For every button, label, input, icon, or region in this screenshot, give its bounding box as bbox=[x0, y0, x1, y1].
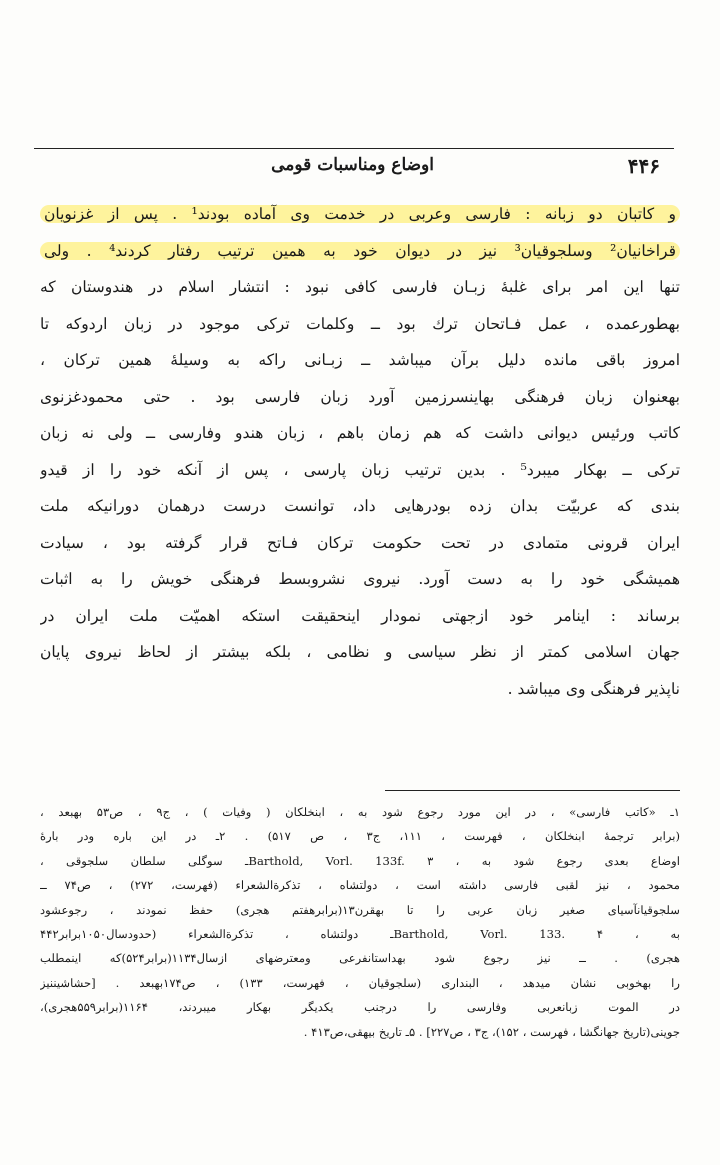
body-line-4: بهطورعمده ، عمل فـاتحان ترك بود ــ وكلمات تركی موجود در زبان اردوكه تا bbox=[40, 314, 680, 333]
footnote-line-10: جوینی(تاریخ جهانگشا ، فهرست ، ۱۵۲)، ج۳ ، ص۲۲۷] . ۵ـ تاریخ بیهقی،ص۴۱۳ . bbox=[303, 1024, 680, 1039]
footnote-divider bbox=[385, 790, 680, 791]
page-header bbox=[34, 148, 674, 183]
body-line-8: تركی ــ بهكار میبرد⁵ . بدین ترتیب زبان پارسی ، پس از آنكه خود را از قیدو bbox=[40, 460, 680, 479]
body-line-3: تنها این امر برای غلبهٔ زبـان فارسی کافی نبود : انتشار اسلام در هندوستان که bbox=[40, 278, 680, 296]
highlight: قراخانیان² وسلجوقیان³ نیز در دیوان خود به همین ترتیب رفتار کردند⁴ . ولی bbox=[40, 242, 680, 260]
footnote-line-6: به ، Barthold, Vorl. 133. ۴ـ دولتشاه ، تذكرةالشعراء (حدودسال۱۰۵۰برابر۴۴۲ bbox=[40, 926, 680, 941]
body-line-12: برساند : اینامر خود ازجهتی نمودار اینحقیقت استكه اهمیّت ملت ایران در bbox=[40, 606, 680, 625]
body-line-1 bbox=[40, 196, 680, 233]
footnote-line-5: سلجوقیانآسیای صغیر زبان عربی را تا بهقرن۱۳(برابرهفتم هجری) حفظ نمودند ، رجوعشود bbox=[40, 902, 680, 917]
body-line-5: امروز باقی مانده دلیل برآن میباشد ــ زبـانی راكه به وسیلهٔ همین تركان ، bbox=[40, 351, 680, 369]
footnotes bbox=[40, 800, 680, 1044]
running-title: اوضاع ومناسبات قومی bbox=[271, 155, 434, 175]
body-line-2 bbox=[40, 233, 680, 270]
page-number: ۴۴۶ bbox=[627, 154, 660, 178]
highlight: و کاتبان دو زبانه : فارسی وعربی در خدمت وی آماده بودند¹ . پس از غزنویان bbox=[40, 205, 680, 223]
body-line-14: ناپذیر فرهنگی وی میباشد . bbox=[507, 679, 680, 698]
footnote-line-4: محمود ، نیز لقبی فارسی داشته است ، دولتشاه ، تذكرةالشعراء (فهرست، ۲۷۲) ، ص۷۴ ــ bbox=[40, 878, 680, 893]
footnote-line-2: (برابر ترجمهٔ ابنخلكان ، فهرست ، ۱۱۱، ج۳ ، ص ۵۱۷) . ۲ـ در این باره ودر بارهٔ bbox=[40, 829, 680, 844]
body-line-13: جهان اسلامی كمتر از نظر سیاسی و نظامی ، بلكه بیشتر از لحاظ نیروی پایان bbox=[40, 643, 680, 661]
footnote-line-8: را بهخوبی نشان میدهد ، البنداری (سلجوقیان ، فهرست، ۱۳۳) ، ص۱۷۴بهبعد . [حشاشیننیز bbox=[40, 975, 680, 990]
footnote-line-3: اوضاع بعدی رجوع شود به ، Barthold, Vorl. 133f. ۳ـ سوگلی سلطان سلجوقی ، bbox=[40, 853, 680, 868]
body-line-10: ایران قرونی متمادی در تحت حكومت تركان فـاتح قرار گرفته بود ، سیادت bbox=[40, 533, 680, 552]
footnote-line-1: ۱ـ «كاتب فارسی» ، در این مورد رجوع شود به ، ابنخلكان ( وفیات ) ، ج۹ ، ص۵۳ بهبعد ، bbox=[40, 805, 680, 819]
footnote-line-9: در الموت زبانعربی وفارسی را درجنب یكدیگر بهكار میبردند، ۱۱۶۴(برابر۵۵۹هجری)، bbox=[40, 1000, 680, 1015]
body-line-11: همیشگی خود را به دست آورد. نیروی نشروبسط فرهنگی خویش را به اثبات bbox=[40, 570, 680, 588]
body-line-7: كاتب ورئیس دیوانی داشت كه هم زمان باهم ، زبان هندو وفارسی ــ ولی نه زبان bbox=[40, 424, 680, 442]
footnote-line-7: هجری) . ــ نیز رجوع شود بهداستانفرعی ومعترضهای ازسال۱۱۳۴(برابر۵۲۴)كه اینمطلب bbox=[40, 951, 680, 966]
body-line-9: بندی كه عربیّت بدان زده بودرهایی داد، توانست درست درهمان دورانیكه ملت bbox=[40, 497, 680, 515]
body-line-6: بهعنوان زبان فرهنگی بهاینسرزمین آورد زبان فارسی بود . حتی محمودغزنوی bbox=[40, 387, 680, 406]
body-text bbox=[40, 196, 680, 707]
